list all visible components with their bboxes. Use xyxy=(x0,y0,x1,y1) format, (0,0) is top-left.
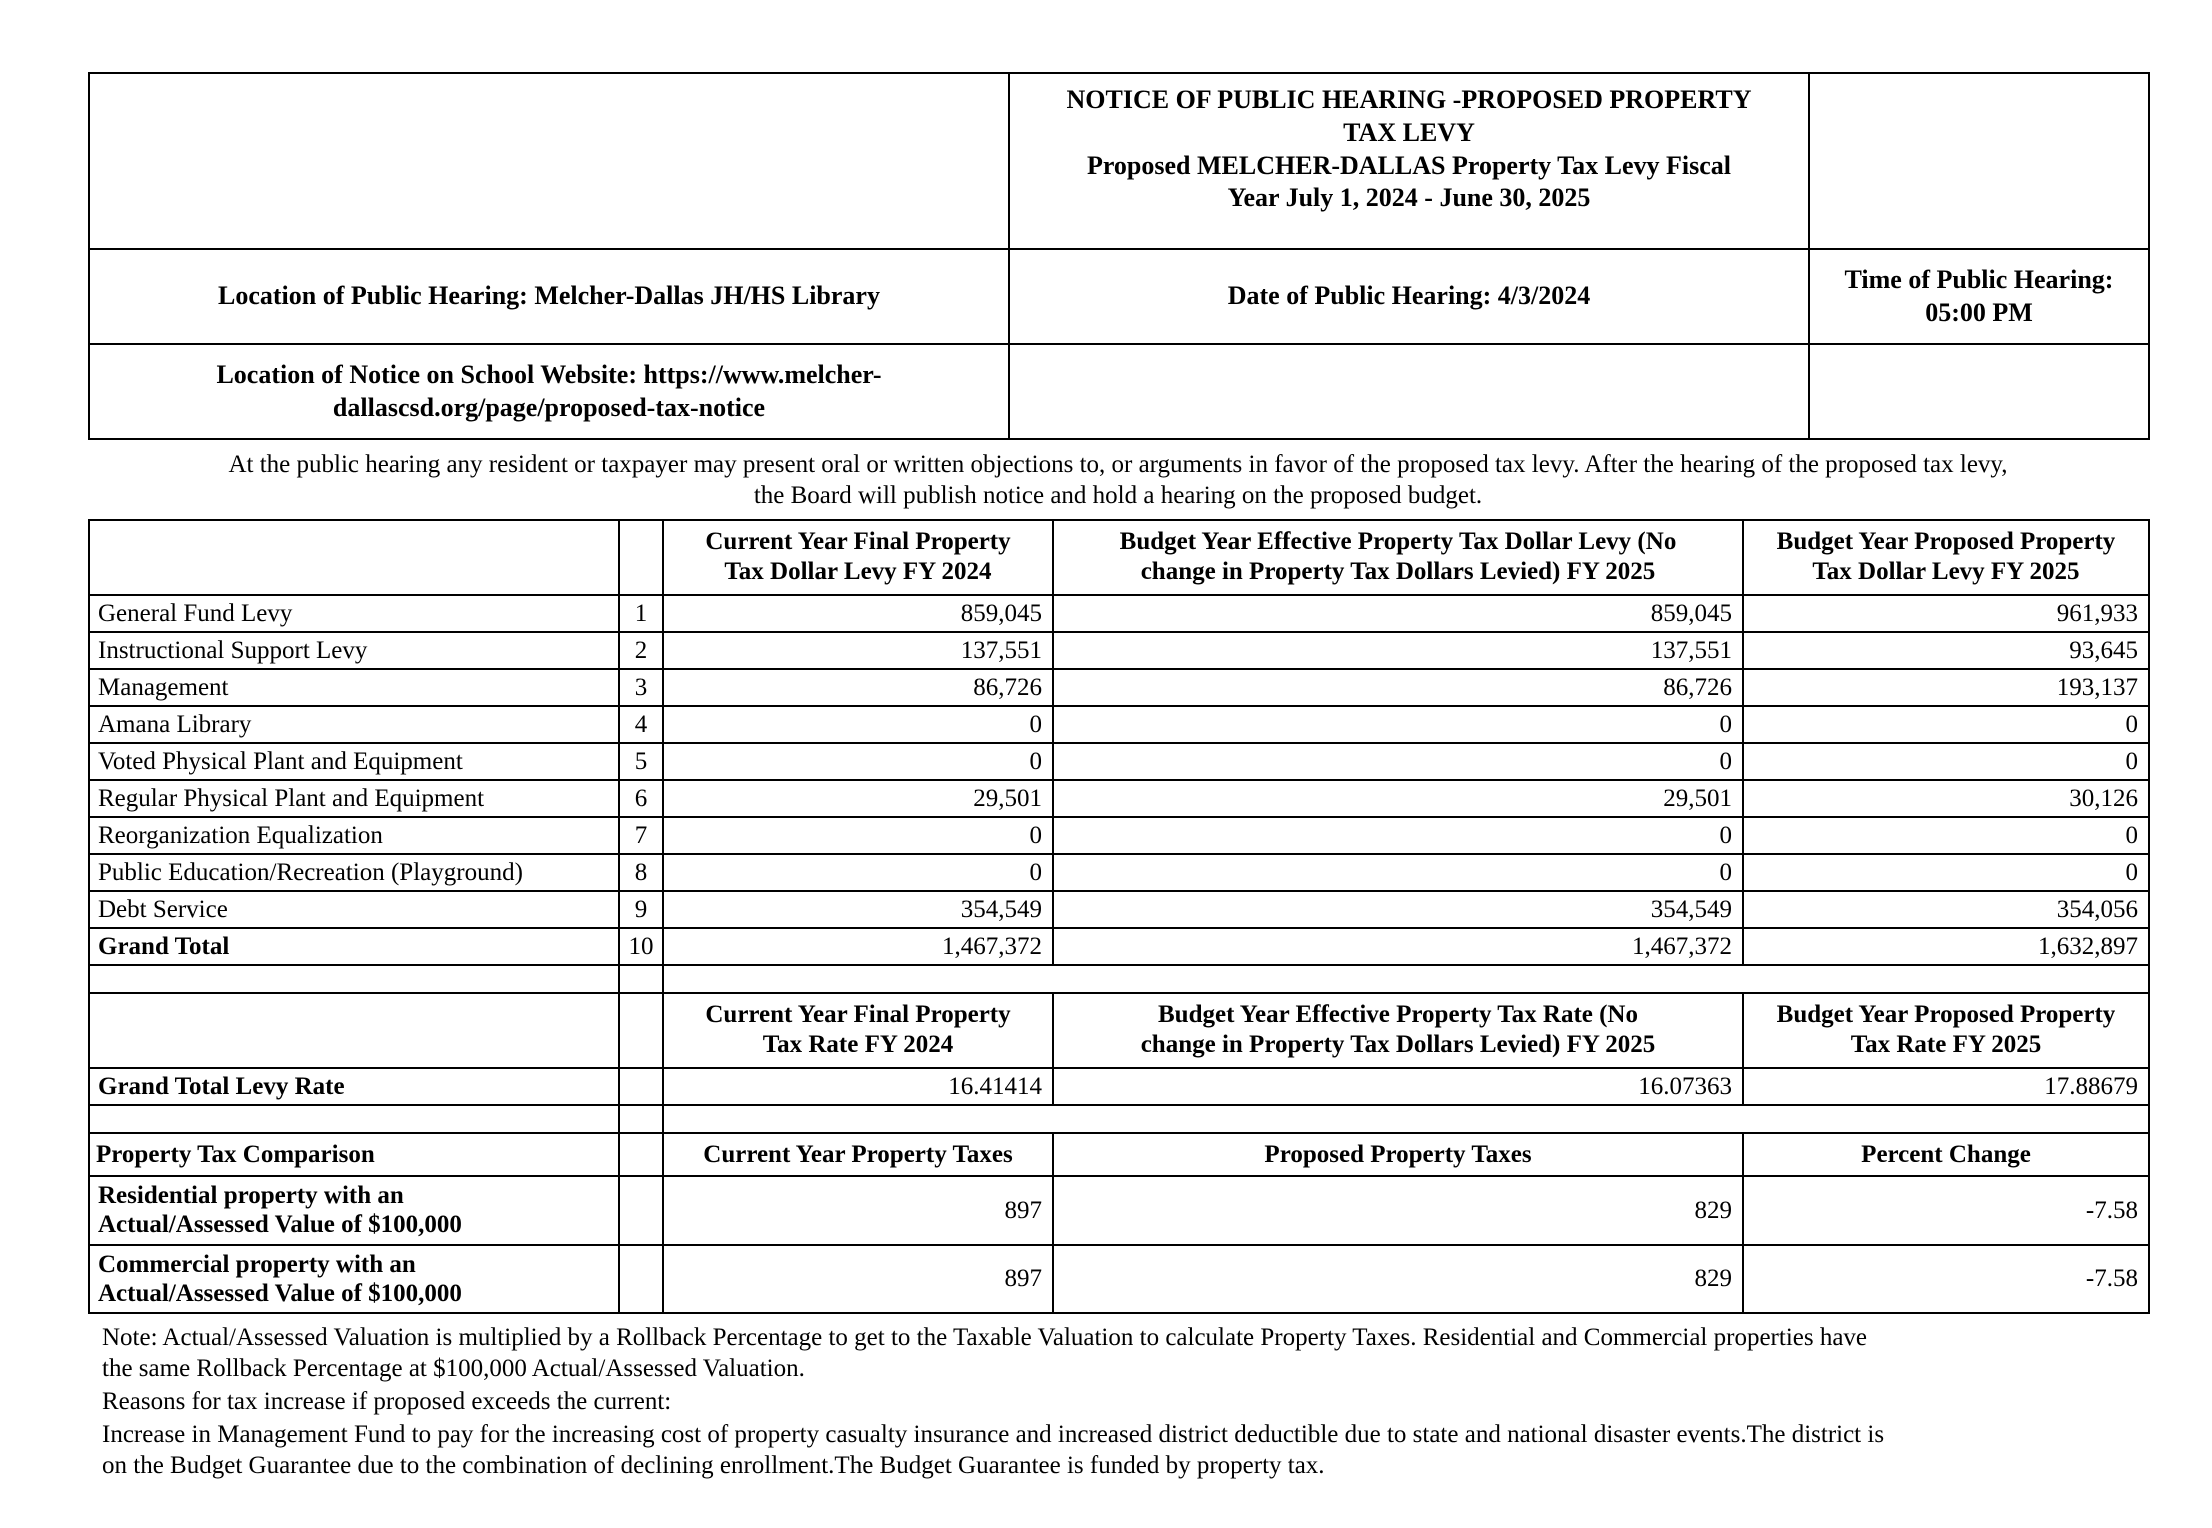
levy-current: 137,551 xyxy=(663,632,1053,669)
title-row-blank-left xyxy=(89,73,1009,249)
reasons-body-line2: on the Budget Guarantee due to the combination of declining enrollment.The Budget Guarantee is funded by property tax. xyxy=(102,1452,1325,1479)
comparison-row-label xyxy=(89,1176,619,1245)
comparison-current-taxes: 897 xyxy=(663,1245,1053,1314)
comparison-header-blank-num xyxy=(619,1133,663,1176)
levy-header-effective-line2: change in Property Tax Dollars Levied) FY 2025 xyxy=(1140,557,1656,585)
levy-rate-spacer-row xyxy=(89,965,2149,993)
levy-effective: 0 xyxy=(1053,706,1743,743)
levy-line-number: 1 xyxy=(619,595,663,632)
website-row xyxy=(89,344,2149,439)
levy-line-number: 5 xyxy=(619,743,663,780)
comparison-row-blank-num xyxy=(619,1245,663,1314)
levy-effective: 354,549 xyxy=(1053,891,1743,928)
residential-comparison-row xyxy=(89,1176,2149,1245)
spacer-cell-num xyxy=(619,965,663,993)
notice-title-line4: Year July 1, 2024 - June 30, 2025 xyxy=(1227,183,1591,213)
levy-current: 859,045 xyxy=(663,595,1053,632)
rate-header-proposed-line1: Budget Year Proposed Property xyxy=(1776,1001,2116,1028)
table-row xyxy=(89,669,2149,706)
rollback-note xyxy=(102,1322,2144,1384)
levy-name: Regular Physical Plant and Equipment xyxy=(89,780,619,817)
notice-title-cell xyxy=(1009,73,1809,249)
rollback-note-line1: Note: Actual/Assessed Valuation is multiplied by a Rollback Percentage to get to the Taxable Valuation to calculate Property Taxes. Residential and Commercial properties have xyxy=(102,1324,1868,1351)
levy-current: 0 xyxy=(663,854,1053,891)
comparison-label-line1: Commercial property with an xyxy=(98,1250,416,1278)
levy-name: Voted Physical Plant and Equipment xyxy=(89,743,619,780)
levy-proposed: 1,632,897 xyxy=(1743,928,2149,965)
levy-header-current-line2: Tax Dollar Levy FY 2024 xyxy=(724,557,992,585)
rate-proposed: 17.88679 xyxy=(1743,1068,2149,1105)
comparison-label-line1: Residential property with an xyxy=(98,1182,404,1209)
comparison-spacer-row xyxy=(89,1105,2149,1133)
levy-line-number: 9 xyxy=(619,891,663,928)
levy-current: 0 xyxy=(663,817,1053,854)
spacer2-cell-wide xyxy=(663,1105,2149,1133)
rate-current: 16.41414 xyxy=(663,1068,1053,1105)
levy-name: Instructional Support Levy xyxy=(89,632,619,669)
property-tax-levy-table xyxy=(88,519,2150,1314)
levy-proposed: 961,933 xyxy=(1743,595,2149,632)
spacer2-cell-num xyxy=(619,1105,663,1133)
levy-header-row xyxy=(89,520,2149,595)
footnotes-section xyxy=(88,1322,2148,1481)
notice-title-line1: NOTICE OF PUBLIC HEARING -PROPOSED PROPERTY xyxy=(1066,85,1752,114)
notice-website xyxy=(89,344,1009,439)
levy-line-number: 10 xyxy=(619,928,663,965)
levy-proposed: 30,126 xyxy=(1743,780,2149,817)
levy-line-number: 6 xyxy=(619,780,663,817)
rate-effective: 16.07363 xyxy=(1053,1068,1743,1105)
levy-current: 354,549 xyxy=(663,891,1053,928)
rate-header-effective xyxy=(1053,993,1743,1068)
rollback-note-line2: the same Rollback Percentage at $100,000 Actual/Assessed Valuation. xyxy=(102,1355,805,1382)
rate-header-current-year xyxy=(663,993,1053,1068)
comparison-current-taxes: 897 xyxy=(663,1176,1053,1245)
levy-effective: 86,726 xyxy=(1053,669,1743,706)
table-row xyxy=(89,743,2149,780)
comparison-header-row xyxy=(89,1133,2149,1176)
spacer-cell-wide xyxy=(663,965,2149,993)
notice-title-line3: Proposed MELCHER-DALLAS Property Tax Levy Fiscal xyxy=(1086,150,1731,180)
comparison-percent-change: -7.58 xyxy=(1743,1245,2149,1314)
title-row xyxy=(89,73,2149,249)
notice-website-line2: dallascsd.org/page/proposed-tax-notice xyxy=(332,392,766,422)
hearing-time-label: Time of Public Hearing: xyxy=(1844,265,2114,294)
notice-website-line1: Location of Notice on School Website: https://www.melcher- xyxy=(216,360,882,389)
hearing-info-table xyxy=(88,72,2150,440)
location-date-time-row xyxy=(89,249,2149,344)
comparison-header-current: Current Year Property Taxes xyxy=(663,1133,1053,1176)
rate-header-current-line2: Tax Rate FY 2024 xyxy=(762,1030,954,1058)
levy-line-number: 2 xyxy=(619,632,663,669)
comparison-proposed-taxes: 829 xyxy=(1053,1176,1743,1245)
hearing-date: Date of Public Hearing: 4/3/2024 xyxy=(1009,249,1809,344)
table-row xyxy=(89,706,2149,743)
rate-header-row xyxy=(89,993,2149,1068)
levy-proposed: 93,645 xyxy=(1743,632,2149,669)
comparison-header-proposed: Proposed Property Taxes xyxy=(1053,1133,1743,1176)
levy-current: 29,501 xyxy=(663,780,1053,817)
levy-current: 1,467,372 xyxy=(663,928,1053,965)
reasons-body xyxy=(102,1419,2144,1481)
hearing-time xyxy=(1809,249,2149,344)
table-row xyxy=(89,632,2149,669)
reasons-body-line1: Increase in Management Fund to pay for the increasing cost of property casualty insurance and increased district deductible due to state and national disaster events.The district is xyxy=(102,1421,1885,1448)
rate-row-label: Grand Total Levy Rate xyxy=(89,1068,619,1105)
intro-line1: At the public hearing any resident or taxpayer may present oral or written objections to, or arguments in favor of the proposed tax levy. After the hearing of the proposed tax levy, xyxy=(228,451,2008,478)
hearing-location: Location of Public Hearing: Melcher-Dallas JH/HS Library xyxy=(89,249,1009,344)
levy-name: General Fund Levy xyxy=(89,595,619,632)
levy-name: Amana Library xyxy=(89,706,619,743)
rate-header-blank-num xyxy=(619,993,663,1068)
levy-effective: 137,551 xyxy=(1053,632,1743,669)
spacer-cell-name xyxy=(89,965,619,993)
comparison-label-line2: Actual/Assessed Value of $100,000 xyxy=(98,1279,462,1307)
levy-header-effective xyxy=(1053,520,1743,595)
notice-title-line2: TAX LEVY xyxy=(1343,117,1475,147)
levy-header-proposed-line1: Budget Year Proposed Property xyxy=(1776,528,2116,555)
rate-header-proposed xyxy=(1743,993,2149,1068)
title-row-blank-right xyxy=(1809,73,2149,249)
levy-effective: 0 xyxy=(1053,854,1743,891)
levy-header-proposed xyxy=(1743,520,2149,595)
grand-total-levy-rate-row xyxy=(89,1068,2149,1105)
comparison-header-percent: Percent Change xyxy=(1743,1133,2149,1176)
rate-header-current-line1: Current Year Final Property xyxy=(705,1001,1011,1028)
levy-effective: 1,467,372 xyxy=(1053,928,1743,965)
levy-header-current-year xyxy=(663,520,1053,595)
website-row-blank-mid xyxy=(1009,344,1809,439)
table-row xyxy=(89,854,2149,891)
rate-header-effective-line2: change in Property Tax Dollars Levied) FY 2025 xyxy=(1140,1030,1656,1058)
levy-effective: 859,045 xyxy=(1053,595,1743,632)
hearing-time-value: 05:00 PM xyxy=(1925,297,2033,327)
grand-total-row xyxy=(89,928,2149,965)
levy-proposed: 0 xyxy=(1743,743,2149,780)
levy-proposed: 0 xyxy=(1743,854,2149,891)
levy-name: Debt Service xyxy=(89,891,619,928)
levy-name: Reorganization Equalization xyxy=(89,817,619,854)
levy-header-current-line1: Current Year Final Property xyxy=(705,528,1011,555)
levy-proposed: 193,137 xyxy=(1743,669,2149,706)
levy-proposed: 354,056 xyxy=(1743,891,2149,928)
levy-line-number: 4 xyxy=(619,706,663,743)
comparison-proposed-taxes: 829 xyxy=(1053,1245,1743,1314)
levy-line-number: 8 xyxy=(619,854,663,891)
levy-header-effective-line1: Budget Year Effective Property Tax Dollar Levy (No xyxy=(1119,528,1677,555)
public-hearing-intro xyxy=(88,450,2148,511)
table-row xyxy=(89,780,2149,817)
levy-effective: 0 xyxy=(1053,743,1743,780)
levy-proposed: 0 xyxy=(1743,706,2149,743)
levy-current: 0 xyxy=(663,706,1053,743)
levy-header-blank-name xyxy=(89,520,619,595)
rate-row-number xyxy=(619,1068,663,1105)
levy-current: 86,726 xyxy=(663,669,1053,706)
levy-line-number: 7 xyxy=(619,817,663,854)
levy-header-proposed-line2: Tax Dollar Levy FY 2025 xyxy=(1812,557,2080,585)
intro-line2: the Board will publish notice and hold a hearing on the proposed budget. xyxy=(753,481,1483,509)
rate-header-blank-name xyxy=(89,993,619,1068)
reasons-heading: Reasons for tax increase if proposed exceeds the current: xyxy=(102,1388,672,1415)
comparison-percent-change: -7.58 xyxy=(1743,1176,2149,1245)
comparison-header-label: Property Tax Comparison xyxy=(89,1133,619,1176)
website-row-blank-right xyxy=(1809,344,2149,439)
levy-effective: 29,501 xyxy=(1053,780,1743,817)
levy-line-number: 3 xyxy=(619,669,663,706)
levy-effective: 0 xyxy=(1053,817,1743,854)
document-page xyxy=(88,72,2148,1483)
levy-proposed: 0 xyxy=(1743,817,2149,854)
levy-name: Management xyxy=(89,669,619,706)
levy-current: 0 xyxy=(663,743,1053,780)
comparison-row-label xyxy=(89,1245,619,1314)
spacer2-cell-name xyxy=(89,1105,619,1133)
table-row xyxy=(89,595,2149,632)
levy-header-blank-num xyxy=(619,520,663,595)
commercial-comparison-row xyxy=(89,1245,2149,1314)
table-row xyxy=(89,817,2149,854)
levy-name: Grand Total xyxy=(89,928,619,965)
table-row xyxy=(89,891,2149,928)
rate-header-proposed-line2: Tax Rate FY 2025 xyxy=(1850,1030,2042,1058)
comparison-label-line2: Actual/Assessed Value of $100,000 xyxy=(98,1211,462,1239)
comparison-row-blank-num xyxy=(619,1176,663,1245)
levy-name: Public Education/Recreation (Playground) xyxy=(89,854,619,891)
rate-header-effective-line1: Budget Year Effective Property Tax Rate (No xyxy=(1157,1001,1638,1028)
